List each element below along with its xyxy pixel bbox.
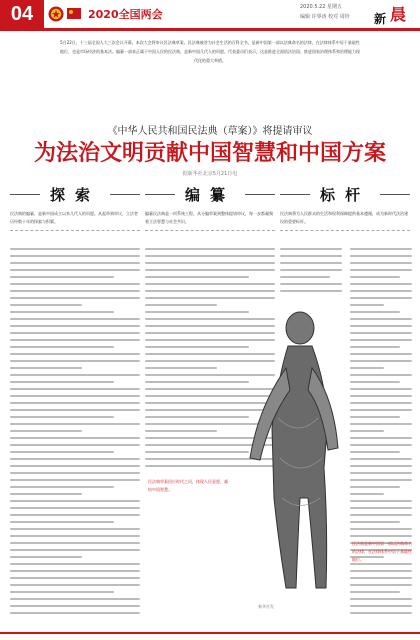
text-line-placeholder — [350, 465, 412, 467]
text-line-placeholder — [280, 276, 330, 278]
text-line-placeholder — [350, 304, 384, 306]
text-line-placeholder — [10, 521, 114, 523]
party-flag-icon — [66, 6, 82, 22]
column-body-text — [10, 248, 140, 619]
text-line-placeholder — [10, 507, 140, 509]
text-line-placeholder — [280, 290, 342, 292]
text-line-placeholder — [10, 353, 140, 355]
text-line-placeholder — [350, 451, 400, 453]
text-line-placeholder — [145, 381, 249, 383]
text-line-placeholder — [350, 402, 412, 404]
text-line-placeholder — [350, 612, 412, 614]
text-line-placeholder — [280, 262, 342, 264]
heading-rule — [245, 194, 275, 195]
text-line-placeholder — [10, 528, 140, 530]
column-deck: 民法典的编纂，是新中国成立以来几代人的夙愿。从起草到审议，立法者历经数十年的探索与积累。 — [10, 210, 140, 231]
editor-credits: 编辑 许界涛 校对 周铃 — [300, 14, 350, 20]
text-line-placeholder — [145, 451, 249, 453]
text-line-placeholder — [350, 388, 412, 390]
article-kicker: 《中华人民共和国民法典（草案）》将提请审议 — [107, 126, 313, 137]
text-line-placeholder — [10, 437, 140, 439]
ink-figure-illustration — [238, 298, 346, 598]
column-heading-explore — [10, 184, 140, 204]
text-line-placeholder — [350, 493, 384, 495]
text-line-placeholder — [350, 535, 412, 537]
text-line-placeholder — [350, 290, 412, 292]
text-line-placeholder — [350, 248, 412, 250]
text-line-placeholder — [350, 374, 412, 376]
text-line-placeholder — [350, 521, 400, 523]
issue-date: 2020.5.22 星期五 — [300, 4, 343, 10]
text-line-placeholder — [10, 458, 140, 460]
text-line-placeholder — [10, 542, 140, 544]
text-line-placeholder — [10, 465, 140, 467]
text-line-placeholder — [350, 332, 412, 334]
column-heading-text: 标杆 — [319, 186, 370, 204]
column-heading-text: 探索 — [49, 186, 100, 204]
text-line-placeholder — [145, 276, 249, 278]
column-heading-text: 编纂 — [184, 186, 235, 204]
text-line-placeholder — [350, 381, 400, 383]
text-line-placeholder — [10, 304, 82, 306]
text-line-placeholder — [350, 416, 400, 418]
text-line-placeholder — [10, 584, 140, 586]
text-line-placeholder — [145, 255, 275, 257]
text-line-placeholder — [10, 556, 82, 558]
text-line-placeholder — [145, 283, 275, 285]
text-line-placeholder — [10, 367, 82, 369]
text-line-placeholder — [350, 577, 412, 579]
text-line-placeholder — [145, 311, 249, 313]
text-line-placeholder — [10, 269, 140, 271]
page-header — [0, 0, 420, 28]
text-line-placeholder — [280, 269, 342, 271]
text-line-placeholder — [10, 444, 140, 446]
text-line-placeholder — [350, 297, 412, 299]
text-line-placeholder — [350, 584, 412, 586]
article-byline: 据新华社北京5月21日电 — [182, 171, 238, 177]
text-line-placeholder — [10, 577, 140, 579]
column-heading-benchmark — [280, 184, 410, 204]
text-line-placeholder — [350, 528, 412, 530]
column-body-text — [280, 248, 342, 294]
text-line-placeholder — [10, 283, 140, 285]
text-line-placeholder — [10, 409, 140, 411]
text-line-placeholder — [350, 591, 400, 593]
text-line-placeholder — [350, 479, 412, 481]
text-line-placeholder — [350, 514, 412, 516]
text-line-placeholder — [10, 297, 140, 299]
text-line-placeholder — [350, 570, 412, 572]
text-line-placeholder — [10, 339, 140, 341]
text-line-placeholder — [10, 514, 140, 516]
text-line-placeholder — [10, 325, 140, 327]
column-heading-compile — [145, 184, 275, 204]
header-divider — [0, 28, 420, 31]
text-line-placeholder — [10, 360, 140, 362]
text-line-placeholder — [350, 311, 400, 313]
text-line-placeholder — [10, 318, 140, 320]
text-line-placeholder — [350, 255, 412, 257]
masthead-char-b: 晨 — [390, 5, 407, 24]
text-line-placeholder — [10, 388, 140, 390]
heading-rule — [110, 194, 140, 195]
text-line-placeholder — [10, 311, 114, 313]
lead-paragraph: 5月22日，十三届全国人大三次会议开幕。本次大会将审议民法典草案。民法典被誉为社会生活的百科全书，是新中国第一部以法典命名的法律，在法律体系中居于基础性地位，也是市场经济的基本法。编纂一部真正属于中国人民的民法典，是新中国几代人的夙愿。代表委员们表示，这是推进全面依法治国、推进国家治理体系和治理能力现代化的重大举措。 — [60, 40, 360, 63]
text-line-placeholder — [350, 605, 412, 607]
text-line-placeholder — [10, 612, 140, 614]
text-line-placeholder — [280, 248, 342, 250]
text-line-placeholder — [10, 374, 140, 376]
text-line-placeholder — [350, 486, 400, 488]
column-deck: 编纂民法典是一项系统工程。从分编草案到整体提请审议，每一步都凝聚着立法智慧与社会共识。 — [145, 210, 275, 231]
pull-quote: 民法典是新中国第一部以法典命名的法律，在法律体系中居于基础性地位。 — [352, 541, 412, 562]
text-line-placeholder — [10, 570, 140, 572]
text-line-placeholder — [280, 283, 342, 285]
text-line-placeholder — [10, 381, 114, 383]
text-line-placeholder — [350, 262, 412, 264]
text-line-placeholder — [350, 409, 412, 411]
text-line-placeholder — [350, 360, 412, 362]
text-line-placeholder — [350, 367, 384, 369]
text-line-placeholder — [10, 591, 114, 593]
newspaper-masthead — [370, 2, 420, 28]
text-line-placeholder — [10, 451, 114, 453]
text-line-placeholder — [350, 283, 412, 285]
text-line-placeholder — [350, 500, 412, 502]
text-line-placeholder — [10, 430, 82, 432]
text-line-placeholder — [10, 493, 82, 495]
heading-rule — [380, 194, 410, 195]
text-line-placeholder — [145, 269, 275, 271]
article-headline: 为法治文明贡献中国智慧和中国方案 — [33, 141, 386, 166]
text-line-placeholder — [350, 269, 412, 271]
text-line-placeholder — [350, 437, 412, 439]
text-line-placeholder — [280, 255, 342, 257]
text-line-placeholder — [350, 276, 400, 278]
footer-divider — [0, 632, 420, 634]
text-line-placeholder — [350, 458, 412, 460]
text-line-placeholder — [10, 416, 114, 418]
text-line-placeholder — [10, 479, 140, 481]
text-line-placeholder — [10, 255, 140, 257]
text-line-placeholder — [10, 262, 140, 264]
text-line-placeholder — [350, 353, 412, 355]
pull-quote: 民法典草案回应时代之问，体现人民意愿，凝结中国智慧。 — [148, 479, 228, 492]
text-line-placeholder — [145, 290, 275, 292]
text-line-placeholder — [145, 248, 275, 250]
column-deck: 民法典将为人民群众的生活和权利保障提供基本遵循，成为新时代法治建设的重要标杆。 — [280, 210, 410, 231]
page-number: 04 — [0, 0, 44, 28]
text-line-placeholder — [10, 486, 114, 488]
text-line-placeholder — [10, 563, 140, 565]
text-line-placeholder — [350, 339, 412, 341]
text-line-placeholder — [10, 472, 140, 474]
text-line-placeholder — [10, 276, 114, 278]
text-line-placeholder — [145, 367, 217, 369]
text-line-placeholder — [10, 346, 114, 348]
section-title: 2020全国两会 — [88, 8, 163, 21]
text-line-placeholder — [145, 430, 217, 432]
text-line-placeholder — [350, 325, 412, 327]
text-line-placeholder — [350, 430, 384, 432]
text-line-placeholder — [350, 472, 412, 474]
text-line-placeholder — [10, 248, 140, 250]
text-line-placeholder — [10, 290, 140, 292]
text-line-placeholder — [350, 318, 412, 320]
text-line-placeholder — [350, 423, 412, 425]
text-line-placeholder — [350, 444, 412, 446]
masthead-char-a: 新 — [374, 12, 387, 26]
text-line-placeholder — [10, 395, 140, 397]
text-line-placeholder — [145, 346, 249, 348]
text-line-placeholder — [145, 304, 217, 306]
text-line-placeholder — [145, 262, 275, 264]
text-line-placeholder — [10, 332, 140, 334]
illustration-credit: 新华社发 — [258, 604, 274, 609]
text-line-placeholder — [350, 507, 412, 509]
text-line-placeholder — [10, 402, 140, 404]
text-line-placeholder — [10, 598, 140, 600]
text-line-placeholder — [350, 395, 412, 397]
text-line-placeholder — [10, 605, 140, 607]
text-line-placeholder — [350, 346, 400, 348]
text-line-placeholder — [10, 549, 140, 551]
text-line-placeholder — [10, 535, 140, 537]
text-line-placeholder — [350, 598, 412, 600]
text-line-placeholder — [145, 416, 249, 418]
national-emblem-icon — [48, 6, 64, 22]
text-line-placeholder — [10, 500, 140, 502]
text-line-placeholder — [10, 423, 140, 425]
